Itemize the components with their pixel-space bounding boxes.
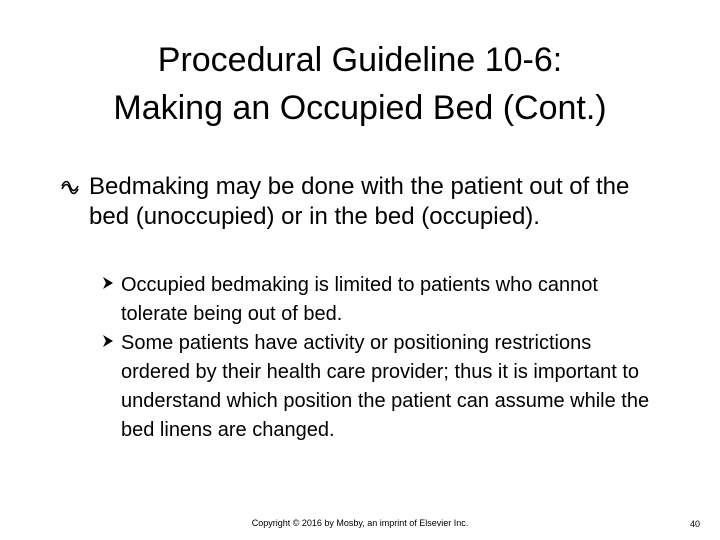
slide-title xyxy=(36,36,684,132)
title-line-1: Procedural Guideline 10-6: xyxy=(157,41,563,79)
arrow-bullet-icon xyxy=(102,276,114,290)
bullet-icon xyxy=(60,176,80,196)
main-bullet-text: Bedmaking may be done with the patient out of the bed (unoccupied) or in the bed (occupied). xyxy=(89,173,630,230)
arrow-bullet-icon xyxy=(102,334,114,348)
title-line-2: Making an Occupied Bed (Cont.) xyxy=(113,89,607,127)
page-number: 40 xyxy=(689,519,700,529)
sub-bullet-2-text: Some patients have activity or positioning restrictions ordered by their health care provider; thus it is important to understand which position the patient can assume while the bed linens are changed. xyxy=(121,332,650,441)
sub-bullet-1-text: Occupied bedmaking is limited to patients who cannot tolerate being out of bed. xyxy=(121,274,598,325)
copyright-footer: Copyright © 2016 by Mosby, an imprint of Elsevier Inc. xyxy=(251,518,469,528)
